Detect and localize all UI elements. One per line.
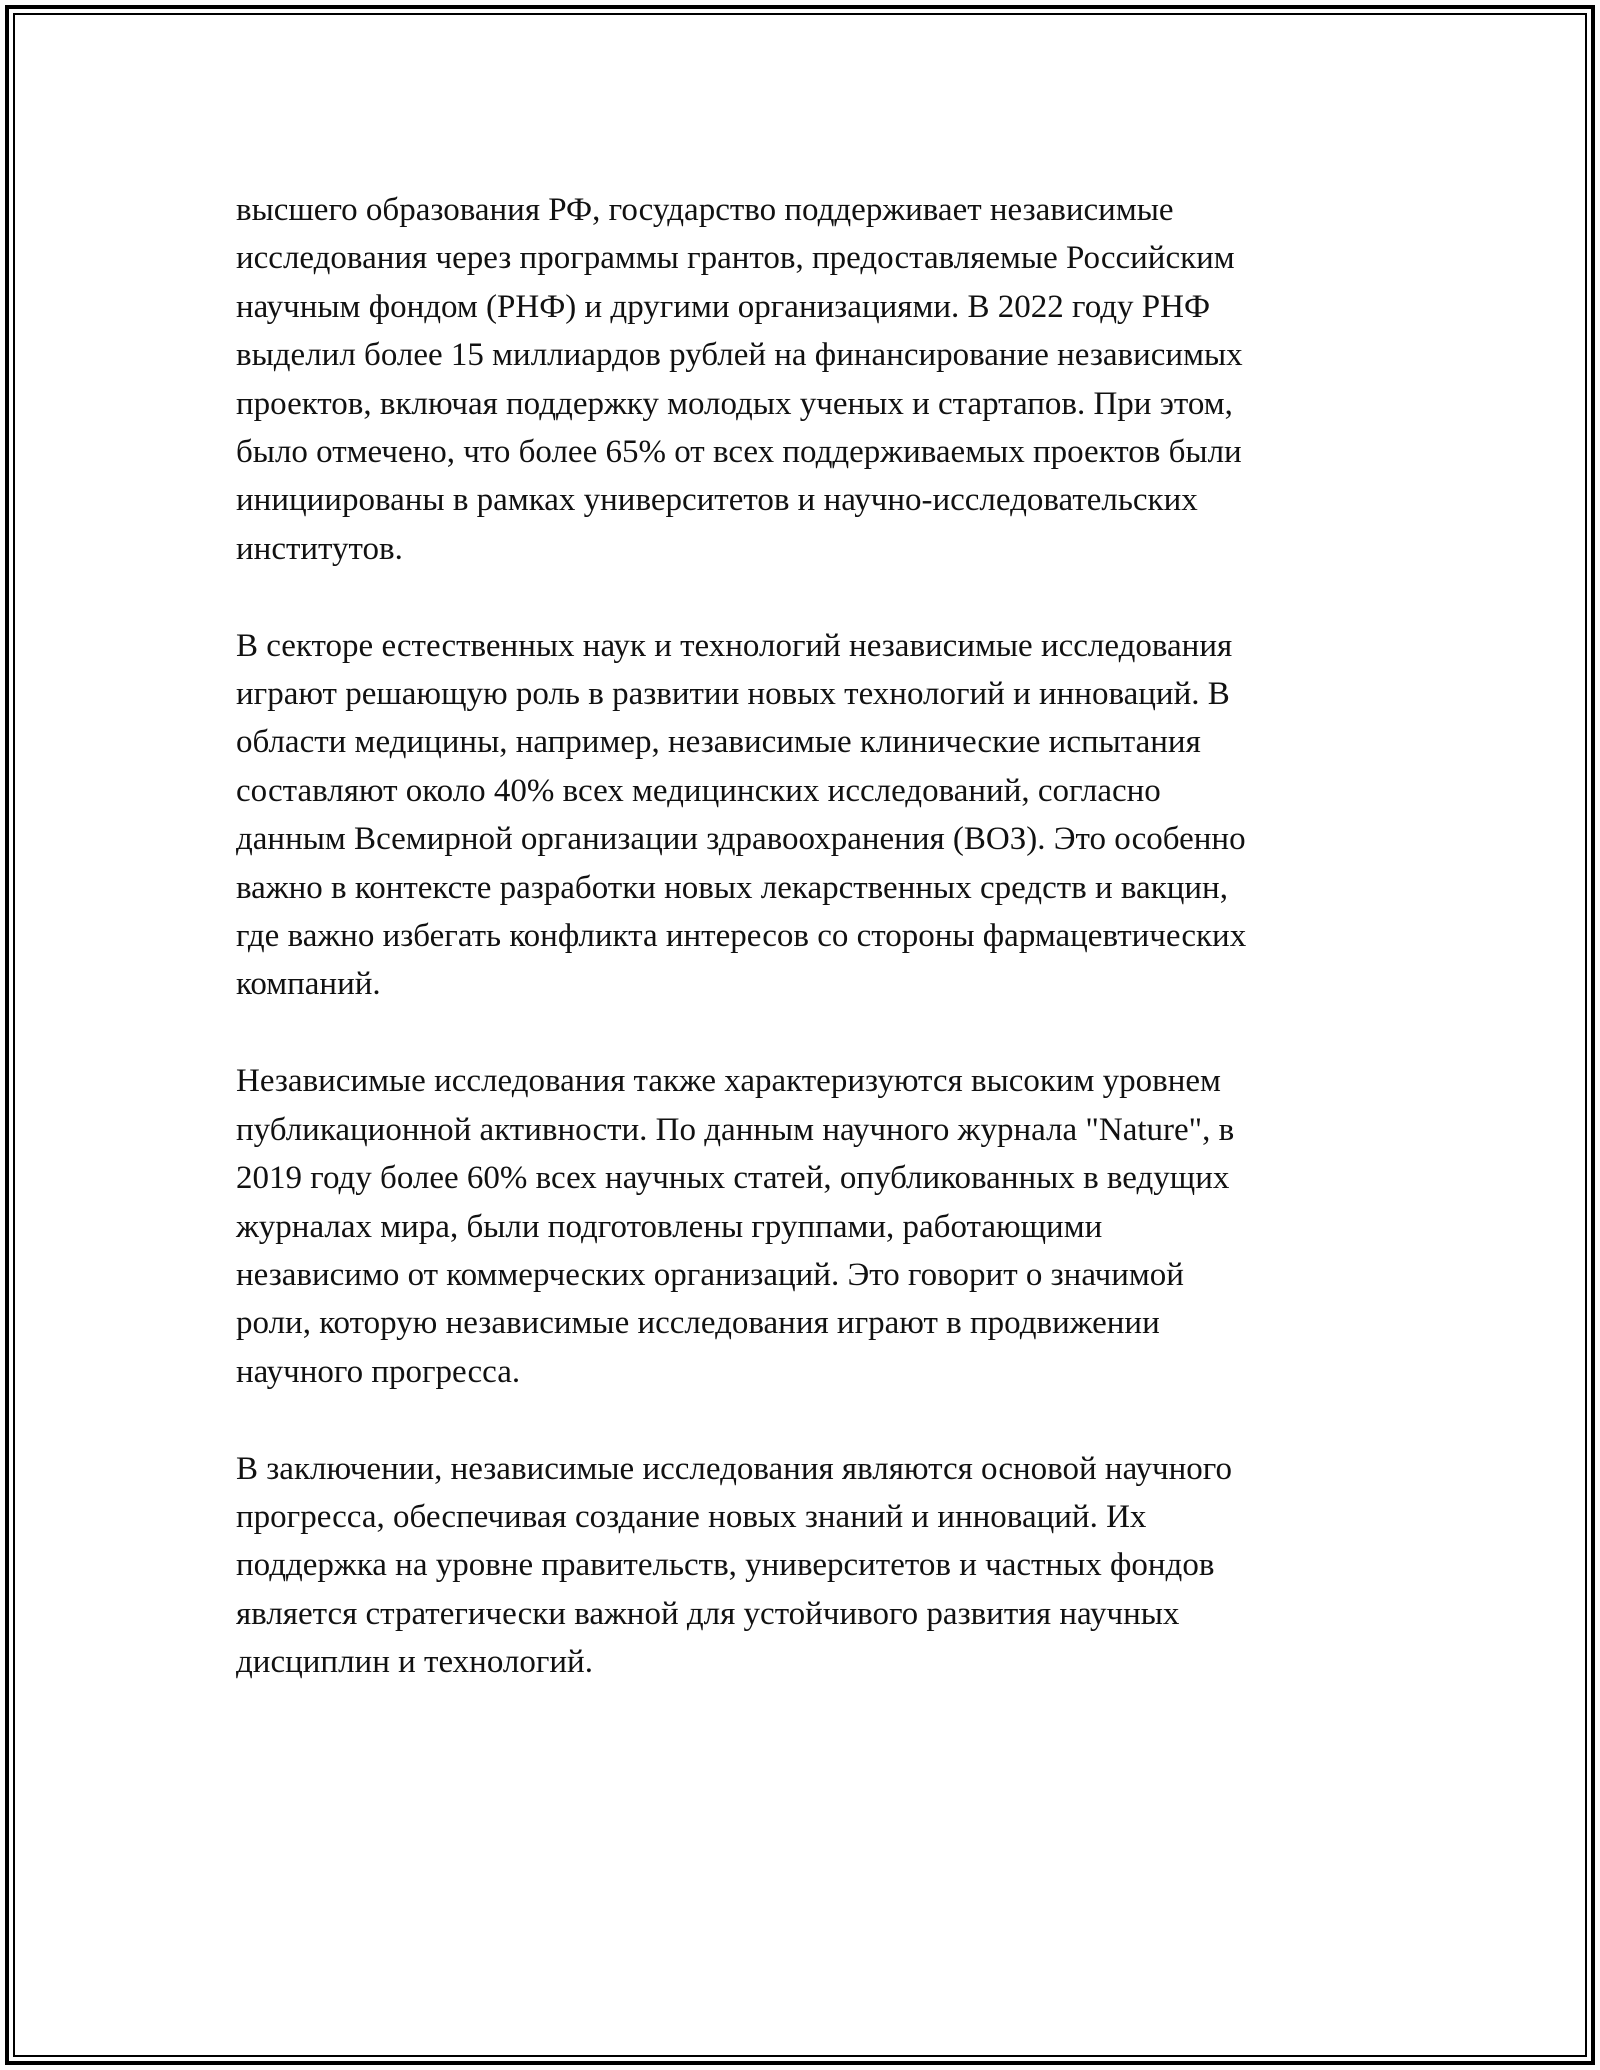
paragraph-conclusion: В заключении, независимые исследования являются основой научного прогресса, обеспечивая создание новых знаний и инноваций. Их поддержка на уровне правительств, университетов и частных фондов является стратегически важной для устойчивого развития научных дисциплин и технологий. bbox=[236, 1450, 1233, 1681]
paragraph-publications: Независимые исследования также характеризуются высоким уровнем публикационной активности. По данным научного журнала "Nature", в 2019 году более 60% всех научных статей, опубликованных в ведущих журналах мира, были подготовлены группами, работающими независимо от коммерческих организаций. Это говорит о значимой роли, которую независимые исследования играют в продвижении научного прогресса. bbox=[236, 1063, 1235, 1390]
paragraph-natural-sciences: В секторе естественных наук и технологий независимые исследования играют решающую роль в развитии новых технологий и инноваций. В области медицины, например, независимые клинические испытания составляют около 40% всех медицинских исследований, согласно данным Всемирной организации здравоохранения (ВОЗ). Это особенно важно в контексте разработки новых лекарственных средств и вакцин, где важно избегать конфликта интересов со стороны фармацевтических компаний. bbox=[236, 627, 1247, 1003]
paragraph-grants: высшего образования РФ, государство поддерживает независимые исследования через программы грантов, предоставляемые Российским научным фондом (РНФ) и другими организациями. В 2022 году РНФ выделил более 15 миллиардов рублей на финансирование независимых проектов, включая поддержку молодых ученых и стартапов. При этом, было отмечено, что более 65% от всех поддерживаемых проектов были инициированы в рамках университетов и научно-исследовательских институтов. bbox=[236, 192, 1243, 567]
document-body bbox=[236, 186, 1376, 1687]
